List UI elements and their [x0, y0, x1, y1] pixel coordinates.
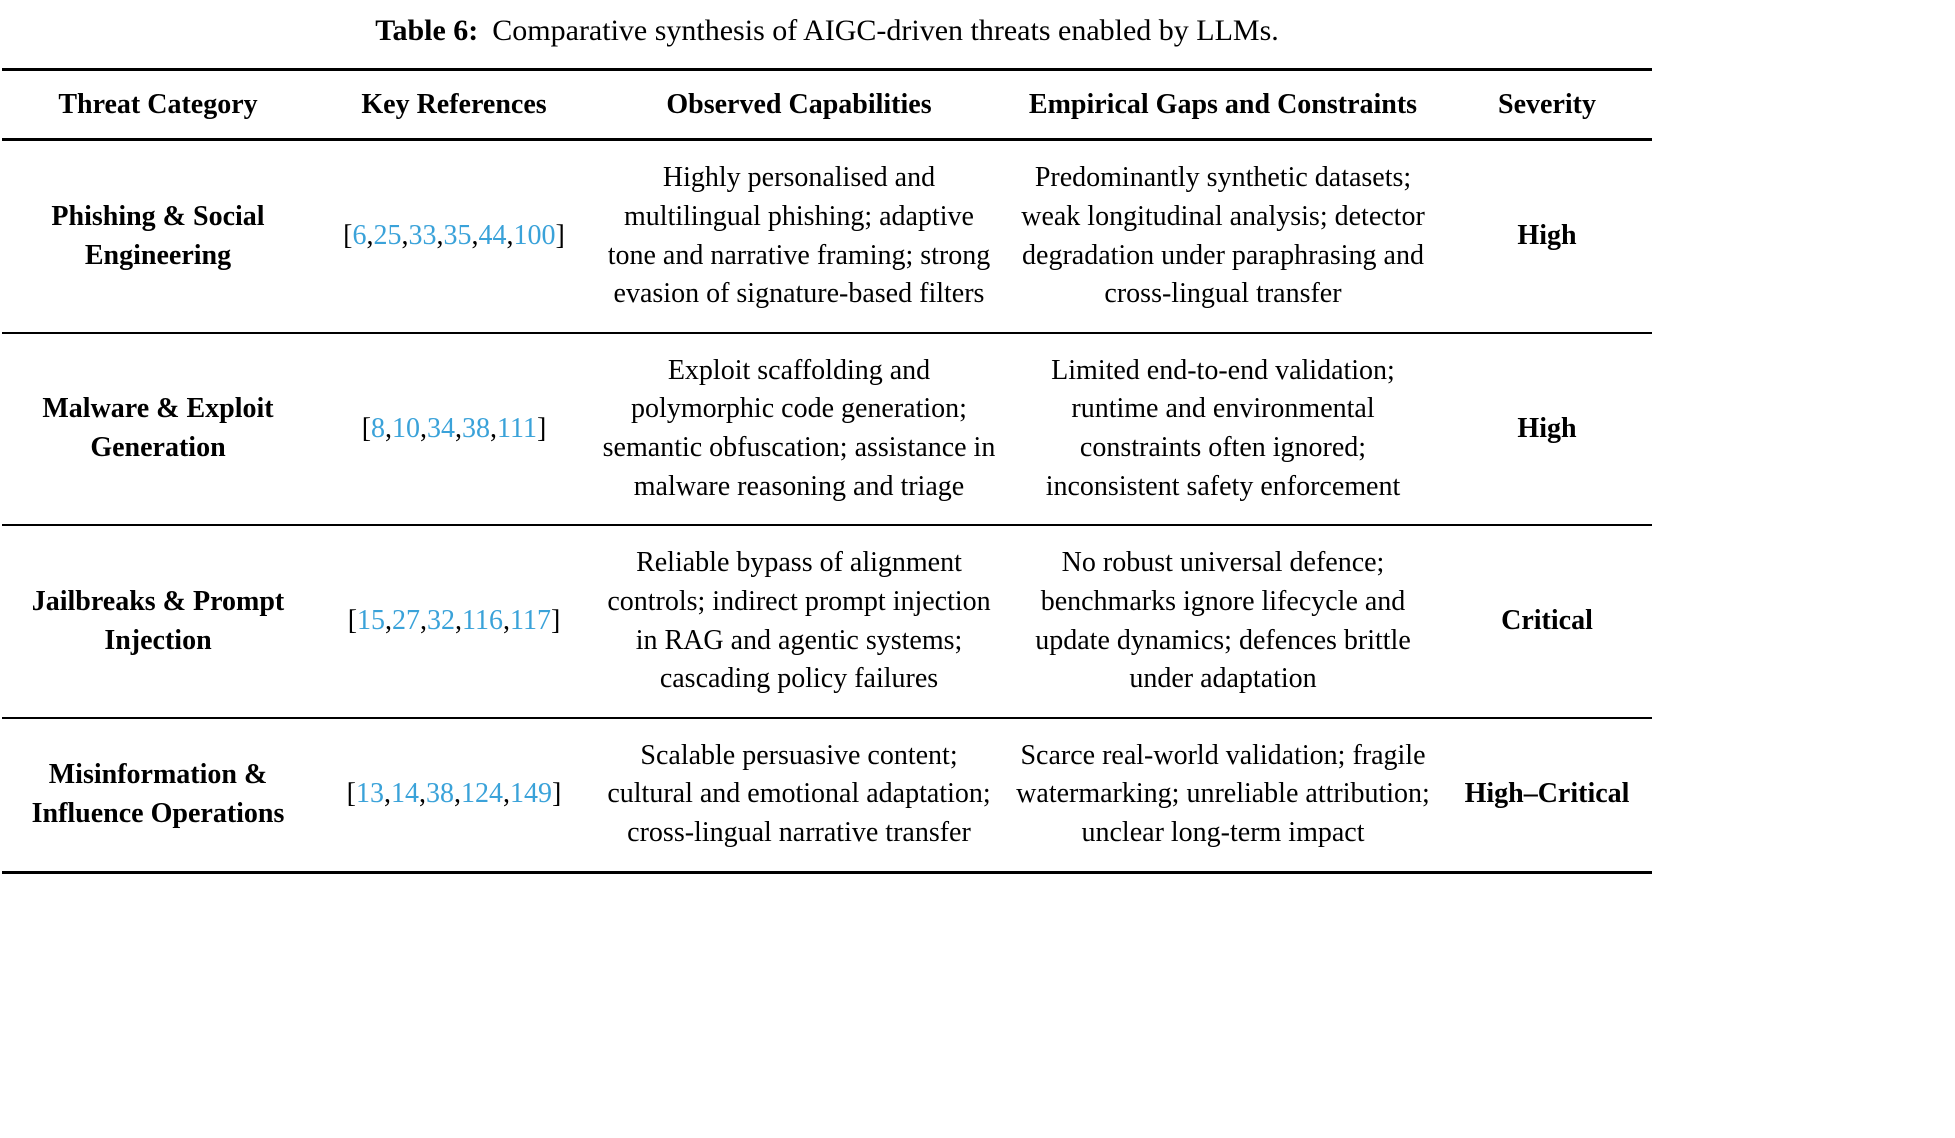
cell-key-references: [6,25,33,35,44,100]	[343, 220, 565, 252]
threats-table	[2, 68, 1652, 874]
citation-link[interactable]: 25	[373, 220, 402, 252]
cell-severity: High	[1517, 220, 1577, 252]
table-caption-text: Comparative synthesis of AIGC-driven threats enabled by LLMs.	[492, 14, 1279, 47]
citation-link[interactable]: 10	[392, 412, 421, 444]
citation-link[interactable]: 116	[462, 605, 503, 637]
cell-key-references: [13,14,38,124,149]	[346, 778, 562, 810]
header-threat-category: Threat Category	[2, 69, 314, 140]
cell-severity: High	[1517, 412, 1577, 444]
citation-link[interactable]: 32	[427, 605, 456, 637]
cell-empirical-gaps: No robust universal defence; benchmarks ignore lifecycle and update dynamics; defences brittle under adaptation	[1035, 547, 1411, 695]
citation-link[interactable]: 14	[391, 778, 419, 810]
cell-threat-category: Phishing & Social Engineering	[51, 200, 265, 271]
citation-link[interactable]: 13	[356, 778, 384, 810]
cell-threat-category: Misinformation & Influence Operations	[31, 759, 285, 829]
cell-threat-category: Malware & Exploit Generation	[42, 393, 274, 464]
table-row-jailbreaks	[2, 525, 1652, 718]
table-row-misinformation	[2, 718, 1652, 872]
table-caption	[2, 8, 1652, 68]
citation-link[interactable]: 27	[392, 605, 421, 637]
cell-severity: High–Critical	[1464, 778, 1630, 810]
citation-link[interactable]: 33	[408, 220, 437, 252]
cell-key-references: [8,10,34,38,111]	[361, 412, 547, 444]
header-observed-capabilities: Observed Capabilities	[594, 69, 1004, 140]
citation-link[interactable]: 124	[461, 778, 503, 810]
cell-observed-capabilities: Highly personalised and multilingual phishing; adaptive tone and narrative framing; strong evasion of signature-based filters	[607, 162, 991, 310]
cell-empirical-gaps: Limited end-to-end validation; runtime and environmental constraints often ignored; inconsistent safety enforcement	[1045, 354, 1401, 502]
header-key-references: Key References	[314, 69, 594, 140]
header-severity: Severity	[1442, 69, 1652, 140]
cell-severity: Critical	[1501, 605, 1593, 637]
table-caption-label: Table 6:	[375, 14, 479, 47]
header-row	[2, 69, 1652, 140]
citation-link[interactable]: 8	[371, 412, 386, 444]
citation-link[interactable]: 34	[427, 412, 456, 444]
citation-link[interactable]: 100	[513, 220, 556, 252]
citation-link[interactable]: 38	[462, 412, 491, 444]
cell-empirical-gaps: Scarce real-world validation; fragile watermarking; unreliable attribution; unclear long-term impact	[1016, 739, 1430, 849]
citation-link[interactable]: 35	[443, 220, 472, 252]
citation-link[interactable]: 149	[510, 778, 552, 810]
header-empirical-gaps: Empirical Gaps and Constraints	[1004, 69, 1442, 140]
cell-empirical-gaps: Predominantly synthetic datasets; weak longitudinal analysis; detector degradation under paraphrasing and cross-lingual transfer	[1021, 162, 1425, 310]
citation-link[interactable]: 6	[352, 220, 367, 252]
cell-observed-capabilities: Exploit scaffolding and polymorphic code generation; semantic obfuscation; assistance in malware reasoning and triage	[602, 354, 996, 502]
cell-key-references: [15,27,32,116,117]	[347, 605, 561, 637]
table-row-phishing	[2, 140, 1652, 333]
cell-observed-capabilities: Scalable persuasive content; cultural and emotional adaptation; cross-lingual narrative transfer	[607, 739, 991, 849]
cell-threat-category: Jailbreaks & Prompt Injection	[31, 585, 285, 656]
citation-link[interactable]: 15	[357, 605, 386, 637]
table-row-malware	[2, 333, 1652, 526]
citation-link[interactable]: 111	[497, 412, 537, 444]
citation-link[interactable]: 38	[426, 778, 454, 810]
citation-link[interactable]: 117	[510, 605, 551, 637]
citation-link[interactable]: 44	[478, 220, 507, 252]
cell-observed-capabilities: Reliable bypass of alignment controls; indirect prompt injection in RAG and agentic systems; cascading policy failures	[607, 547, 991, 695]
